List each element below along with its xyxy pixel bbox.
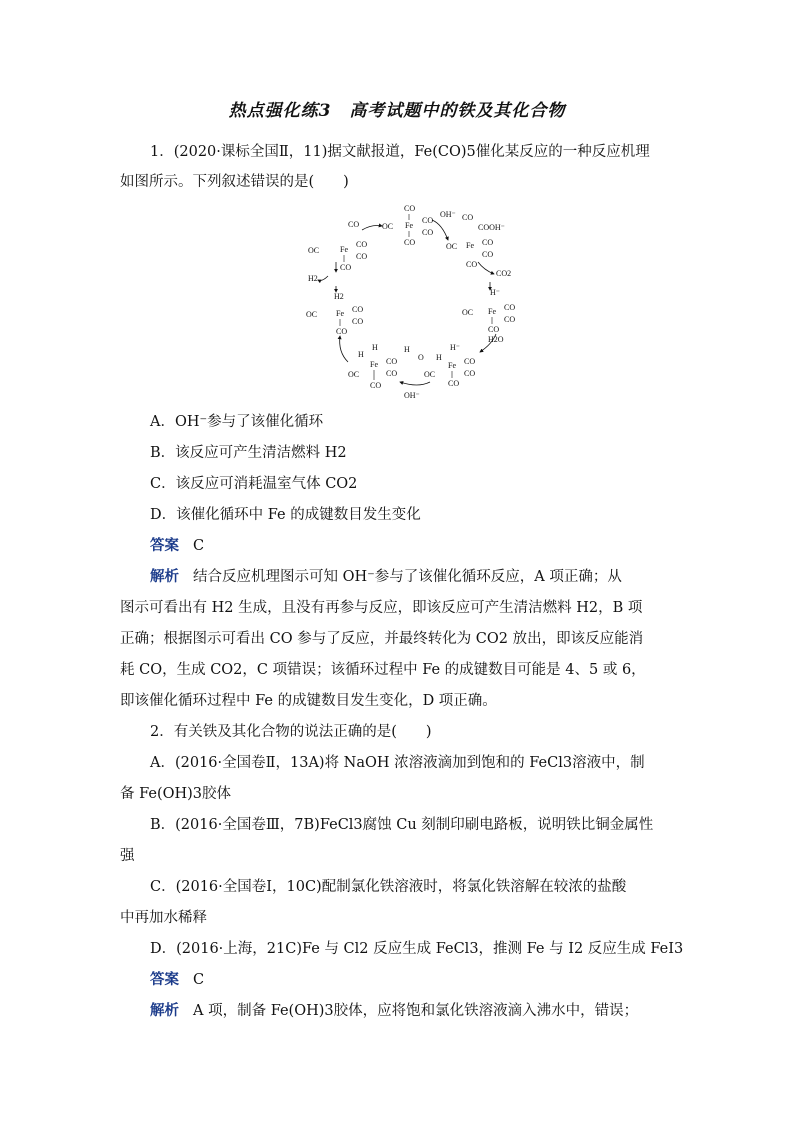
analysis-label: 解析 <box>150 1002 179 1019</box>
q1-analysis-line-4: 耗 CO，生成 CO2，C 项错误；该循环过程中 Fe 的成键数目可能是 4、5 或 6， <box>120 662 646 678</box>
fig-fe: Fe <box>405 221 413 230</box>
fig-co: CO <box>386 357 398 366</box>
analysis-label: 解析 <box>150 568 179 585</box>
fig-co: CO <box>462 213 474 222</box>
q2-answer-line <box>150 970 710 990</box>
fig-h: H <box>404 345 410 354</box>
fig-fe: Fe <box>336 309 344 318</box>
q2-stem: 2．有关铁及其化合物的说法正确的是( ) <box>150 724 432 740</box>
fig-o: O <box>418 353 424 362</box>
fig-co: CO <box>370 381 382 390</box>
fig-oc: OC <box>424 370 436 379</box>
fig-co: CO <box>464 357 476 366</box>
fig-oc: OC <box>462 308 474 317</box>
fig-co: CO <box>340 263 352 272</box>
fig-co: CO <box>404 238 416 247</box>
q2-option-b-line-2: 强 <box>120 848 135 864</box>
q1-stem-line-2: 如图所示。下列叙述错误的是( ) <box>120 174 349 190</box>
fig-co: CO <box>348 220 360 229</box>
fig-co2: CO2 <box>496 269 512 278</box>
fig-fe: Fe <box>448 361 456 370</box>
fig-oh: OH⁻ <box>404 391 420 400</box>
fig-co: CO <box>482 250 494 259</box>
fig-co: CO <box>482 238 494 247</box>
fig-co: CO <box>352 317 364 326</box>
fig-oc: OC <box>446 242 458 251</box>
reaction-mechanism-figure <box>300 202 520 402</box>
fig-co: CO <box>352 305 364 314</box>
fig-co: CO <box>404 204 416 213</box>
fig-co: CO <box>386 369 398 378</box>
fig-co: CO <box>422 216 434 225</box>
fig-h-minus: H⁻ <box>490 288 500 297</box>
cycle-arrow <box>432 220 448 240</box>
fig-h2: H2 <box>308 274 318 283</box>
cycle-arrow <box>362 226 382 231</box>
fig-cooh: COOH⁻ <box>478 223 505 232</box>
analysis-text: A 项，制备 Fe(OH)3胶体，应将饱和氯化铁溶液滴入沸水中，错误； <box>193 1003 639 1019</box>
cycle-arrow <box>478 262 494 274</box>
fig-co: CO <box>504 315 516 324</box>
answer-label: 答案 <box>150 537 179 554</box>
q2-option-c-line-1: C．(2016·全国卷Ⅰ，10C)配制氯化铁溶液时，将氯化铁溶解在较浓的盐酸 <box>150 879 627 895</box>
answer-label: 答案 <box>150 971 179 988</box>
q1-option-b: B．该反应可产生清洁燃料 H2 <box>150 445 347 461</box>
q1-answer-line <box>150 536 710 556</box>
analysis-text: 结合反应机理图示可知 OH⁻参与了该催化循环反应，A 项正确；从 <box>193 569 622 585</box>
q1-analysis-line-3: 正确；根据图示可看出 CO 参与了反应，并最终转化为 CO2 放出，即该反应能消 <box>120 631 644 647</box>
fig-oc: OC <box>382 222 394 231</box>
fig-h2: H2 <box>334 292 344 301</box>
fig-co: CO <box>448 379 460 388</box>
q1-option-a: A．OH⁻参与了该催化循环 <box>150 414 324 430</box>
fig-oh: OH⁻ <box>440 210 456 219</box>
fig-co: CO <box>336 327 348 336</box>
fig-oc: OC <box>306 310 318 319</box>
fig-fe: Fe <box>466 241 474 250</box>
q1-analysis-line-2: 图示可看出有 H2 生成，且没有再参与反应，即该反应可产生清洁燃料 H2，B 项 <box>120 600 643 616</box>
cycle-arrow <box>340 336 348 362</box>
q1-analysis-line-5: 即该催化循环过程中 Fe 的成键数目发生变化，D 项正确。 <box>120 693 497 709</box>
fig-h: H <box>372 343 378 352</box>
q2-option-c-line-2: 中再加水稀释 <box>120 910 207 926</box>
cycle-arrow <box>318 276 328 281</box>
fig-co: CO <box>356 240 368 249</box>
fig-co: CO <box>356 252 368 261</box>
q2-option-b-line-1: B．(2016·全国卷Ⅲ，7B)FeCl3腐蚀 Cu 刻制印刷电路板，说明铁比铜金属性 <box>150 817 654 833</box>
fig-co: CO <box>466 260 478 269</box>
fig-co: CO <box>422 228 434 237</box>
q1-option-d: D．该催化循环中 Fe 的成键数目发生变化 <box>150 507 421 523</box>
page-title: 热点强化练3 高考试题中的铁及其化合物 <box>228 101 566 121</box>
cycle-arrow <box>400 382 430 385</box>
fig-oc: OC <box>308 246 320 255</box>
q2-analysis-line-1 <box>150 1001 710 1021</box>
fig-h: H <box>358 350 364 359</box>
q2-option-d: D．(2016·上海，21C)Fe 与 Cl2 反应生成 FeCl3，推测 Fe 与 I2 反应生成 FeI3 <box>150 941 684 957</box>
answer-value: C <box>193 972 205 988</box>
answer-value: C <box>193 538 205 554</box>
fig-fe: Fe <box>340 245 348 254</box>
q2-option-a-line-2: 备 Fe(OH)3胶体 <box>120 786 232 802</box>
fig-h: H <box>436 353 442 362</box>
q1-option-c: C．该反应可消耗温室气体 CO2 <box>150 476 358 492</box>
fig-co: CO <box>504 303 516 312</box>
fig-fe: Fe <box>370 360 378 369</box>
fig-h2o: H2O <box>488 335 504 344</box>
fig-co: CO <box>464 369 476 378</box>
q1-analysis-line-1 <box>150 567 710 587</box>
fig-co: CO <box>488 325 500 334</box>
q2-option-a-line-1: A．(2016·全国卷Ⅱ，13A)将 NaOH 浓溶液滴加到饱和的 FeCl3溶液中，制 <box>150 755 645 771</box>
fig-h-minus: H⁻ <box>450 343 460 352</box>
q1-stem-line-1: 1．(2020·课标全国Ⅱ，11)据文献报道，Fe(CO)5催化某反应的一种反应机理 <box>150 144 650 160</box>
fig-oc: OC <box>348 370 360 379</box>
fig-fe: Fe <box>488 307 496 316</box>
